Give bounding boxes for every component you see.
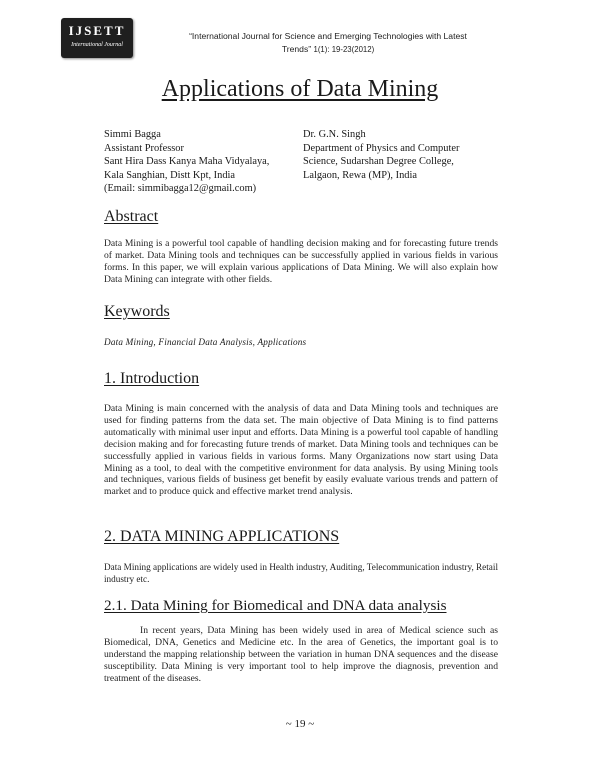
keywords-heading: Keywords: [104, 303, 170, 320]
journal-logo: [61, 18, 133, 58]
applications-heading: 2. DATA MINING APPLICATIONS: [104, 528, 340, 545]
biomedical-text: In recent years, Data Mining has been widely used in area of Medical science such as Biomedical, DNA, Genetics and Medicine etc. In the area of Genetics, the important goal is to understand the mapping relationship between the variation in human DNA sequences and the disease susceptibility. Data Mining is very important tool to help improve the diagnosis, prevention and treatment of the diseases.: [104, 625, 498, 684]
author1-position: Assistant Professor: [104, 142, 184, 154]
introduction-heading: 1. Introduction: [104, 370, 200, 387]
logo-main-text: IJSETT: [68, 23, 126, 38]
author1-name: Simmi Bagga: [104, 129, 161, 140]
author-block-1: [104, 128, 269, 196]
applications-text: Data Mining applications are widely used in Health industry, Auditing, Telecommunication industry, Retail industry etc.: [104, 562, 498, 584]
journal-header: [148, 30, 508, 56]
journal-issue: 1(1): 19-23(2012): [313, 45, 375, 54]
author2-institution: Science, Sudarshan Degree College,: [303, 156, 454, 167]
author-block-2: [303, 128, 459, 182]
author1-location: Kala Sanghian, Distt Kpt, India: [104, 169, 236, 181]
author2-department: Department of Physics and Computer: [303, 142, 460, 154]
journal-name-trends: Trends”: [281, 44, 312, 54]
author2-location: Lalgaon, Rewa (MP), India: [303, 169, 417, 181]
introduction-text: Data Mining is main concerned with the analysis of data and Data Mining tools and techniques are used for finding patterns from the data set. The main objective of Data Mining is to find patterns automatically with minimal user input and efforts. Data Mining is a powerful tool capable of handling decision making and for forecasting future trends of market. Data Mining tools and techniques can be successfully applied in various fields in various forms. Many Organizations now start using Data Mining as a tool, to deal with the competitive environment for data analysis. By using Mining tools and techniques, various fields of business get benefit by easily evaluate various trends and pattern of market and to produce quick and effective market trend analysis.: [104, 403, 498, 498]
paper-title: Applications of Data Mining: [161, 76, 439, 102]
biomedical-heading: 2.1. Data Mining for Biomedical and DNA data analysis: [104, 597, 447, 614]
page-number: ~ 19 ~: [285, 718, 315, 730]
journal-name-line2: [148, 43, 508, 56]
author2-name: Dr. G.N. Singh: [303, 129, 366, 140]
abstract-text: Data Mining is a powerful tool capable of handling decision making and for forecasting future trends of market. Data Mining tools and techniques can be successfully applied in various fields in various forms. In this paper, we will explain various applications of Data Mining. We will also explain how Data Mining can integrate with other fields.: [104, 238, 498, 285]
author1-institution: Sant Hira Dass Kanya Maha Vidyalaya,: [104, 156, 270, 167]
author1-email: (Email: simmibagga12@gmail.com): [104, 183, 257, 194]
abstract-heading: Abstract: [104, 208, 159, 225]
logo-sub-text: International Journal: [71, 42, 123, 48]
journal-name-line1: “International Journal for Science and Emerging Technologies with Latest: [189, 31, 467, 41]
keywords-text: Data Mining, Financial Data Analysis, Applications: [104, 337, 307, 347]
